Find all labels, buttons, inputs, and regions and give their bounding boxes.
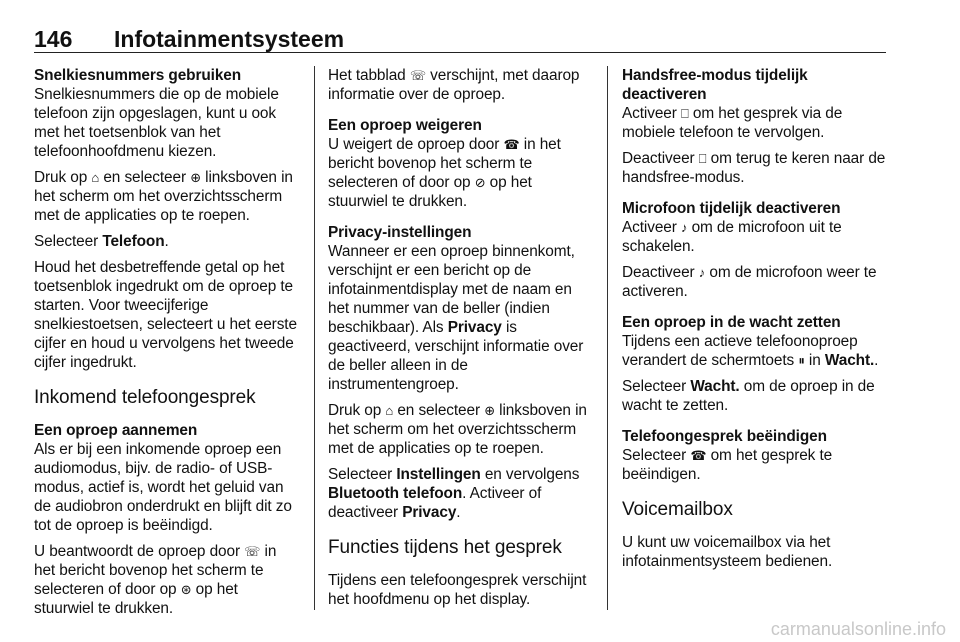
chapter-heading: Inkomend telefoongesprek <box>34 387 256 408</box>
handset-icon: ⎕ <box>680 106 689 121</box>
paragraph: Houd het desbetreffende getal op het toetsenblok ingedrukt om de oproep te starten. Voor tweecijferige snelkiestoetsen, selecteert u het eerste cijfer en houd u vervolgens het tweede cijfer ingedrukt. <box>34 259 297 371</box>
paragraph: Selecteer Instellingen en vervolgens Bluetooth telefoon. Activeer of deactiveer Privacy. <box>328 466 580 521</box>
handset-icon: ⎕ <box>698 151 707 166</box>
section-heading: Privacy-instellingen <box>328 224 472 241</box>
page-number: 146 <box>34 26 73 52</box>
paragraph: Snelkiesnummers die op de mobiele telefoon zijn opgeslagen, kunt u ook met het toetsenblok van het telefoonhoofdmenu kiezen. <box>34 86 279 160</box>
chapter-heading: Functies tijdens het gesprek <box>328 537 562 558</box>
microphone-icon: ♪ <box>680 220 688 235</box>
apps-icon: ⊕ <box>484 403 495 418</box>
phone-reject-icon: ☎ <box>690 448 707 463</box>
section-heading: Een oproep aannemen <box>34 422 198 439</box>
phone-accept-icon: ☏ <box>244 544 261 559</box>
section-heading: Microfoon tijdelijk deactiveren <box>622 200 841 217</box>
paragraph: Selecteer Telefoon. <box>34 233 169 250</box>
watermark: carmanualsonline.info <box>770 619 946 639</box>
paragraph: Het tabblad ☏ verschijnt, met daarop informatie over de oproep. <box>328 67 580 103</box>
phone-reject-icon: ☎ <box>503 137 520 152</box>
paragraph: U kunt uw voicemailbox via het infotainmentsysteem bedienen. <box>622 534 833 570</box>
paragraph: Tijdens een telefoongesprek verschijnt het hoofdmenu op het display. <box>328 572 587 608</box>
apps-icon: ⊕ <box>190 170 201 185</box>
paragraph: U beantwoordt de oproep door ☏ in het bericht bovenop het scherm te selecteren of door op ⊛ op het stuurwiel te drukken. <box>34 543 277 617</box>
paragraph: Activeer ⎕ om het gesprek via de mobiele telefoon te vervolgen. <box>622 105 843 141</box>
paragraph: Druk op ⌂ en selecteer ⊕ linksboven in het scherm om het overzichtsscherm met de applicaties op te roepen. <box>34 169 293 224</box>
home-icon: ⌂ <box>91 170 100 185</box>
paragraph: Selecteer Wacht. om de oproep in de wacht te zetten. <box>622 378 875 414</box>
section-heading: Snelkiesnummers gebruiken <box>34 67 242 84</box>
phone-tab-icon: ☏ <box>409 68 426 83</box>
paragraph: Tijdens een actieve telefoonoproep verandert de schermtoets ⏸ in Wacht.. <box>622 333 879 369</box>
paragraph: Deactiveer ♪ om de microfoon weer te activeren. <box>622 264 877 300</box>
page-header <box>34 26 886 53</box>
home-icon: ⌂ <box>385 403 394 418</box>
paragraph: Deactiveer ⎕ om terug te keren naar de handsfree-modus. <box>622 150 886 186</box>
hold-icon: ⏸ <box>798 353 805 368</box>
chapter-heading: Voicemailbox <box>622 499 733 520</box>
paragraph: Selecteer ☎ om het gesprek te beëindigen. <box>622 447 833 483</box>
section-heading: Handsfree-modus tijdelijk deactiveren <box>622 67 808 103</box>
page-title: Infotainmentsysteem <box>114 26 345 52</box>
microphone-icon: ♪ <box>698 265 706 280</box>
steering-wheel-reject-icon: ⊘ <box>474 175 486 190</box>
paragraph: Activeer ♪ om de microfoon uit te schakelen. <box>622 219 842 255</box>
column-divider <box>607 66 608 610</box>
paragraph: Druk op ⌂ en selecteer ⊕ linksboven in het scherm om het overzichtsscherm met de applicaties op te roepen. <box>328 402 587 457</box>
section-heading: Telefoongesprek beëindigen <box>622 428 827 445</box>
column-2 <box>328 66 594 610</box>
paragraph: Wanneer er een oproep binnenkomt, verschijnt er een bericht op de infotainmentdisplay met de naam en het nummer van de beller (indien beschikbaar). Als Privacy is geactiveerd, verschijnt informatie over de beller alleen in de instrumentengroep. <box>328 243 584 393</box>
column-1 <box>34 66 300 617</box>
paragraph: U weigert de oproep door ☎ in het bericht bovenop het scherm te selecteren of door op ⊘ op het stuurwiel te drukken. <box>328 136 561 210</box>
column-divider <box>314 66 315 610</box>
paragraph: Als er bij een inkomende oproep een audiomodus, bijv. de radio- of USB-modus, actief is, wordt het geluid van de audiobron onderdrukt en blijft dit zo tot de oproep is beëindigd. <box>34 441 292 534</box>
section-heading: Een oproep weigeren <box>328 117 482 134</box>
steering-wheel-phone-icon: ⊛ <box>180 582 192 597</box>
section-heading: Een oproep in de wacht zetten <box>622 314 841 331</box>
column-3 <box>622 66 888 610</box>
